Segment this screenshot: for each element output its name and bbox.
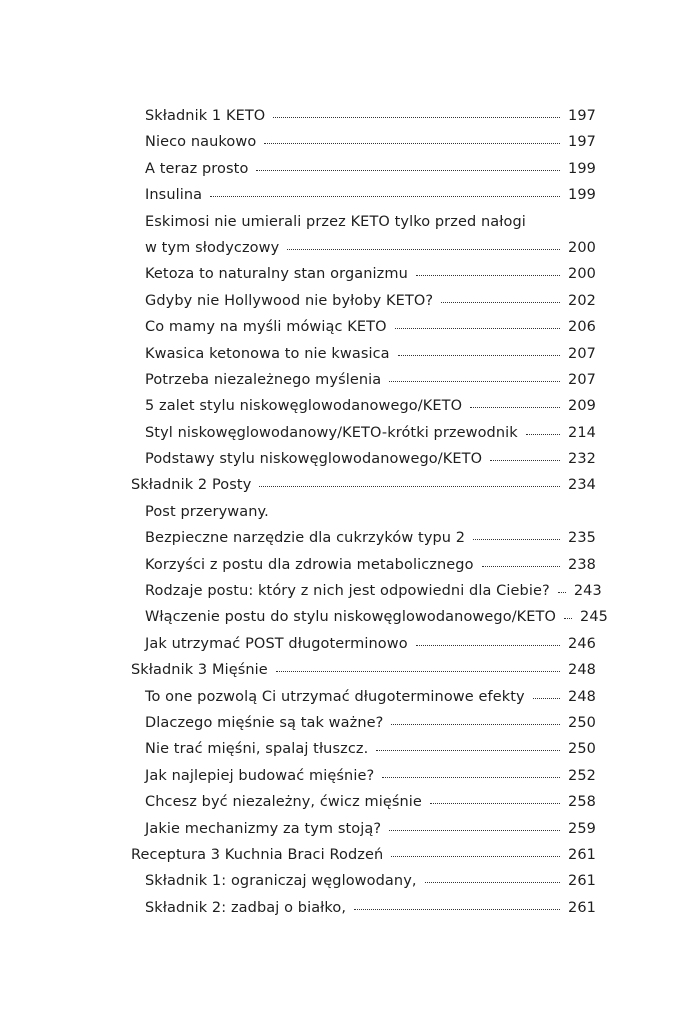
toc-page-number: 207 [568,371,596,388]
toc-entry[interactable] [131,816,596,842]
toc-entry[interactable] [131,499,596,552]
toc-entry[interactable] [131,684,596,710]
toc-entry[interactable] [131,604,609,630]
toc-entry-row [145,895,596,921]
toc-entry-title: Jak utrzymać POST długoterminowo [145,635,408,652]
toc-page-number: 261 [568,846,596,863]
toc-page-number: 245 [580,609,609,626]
toc-entry-row [145,129,596,155]
toc-entry[interactable] [131,789,596,815]
toc-entry-title: Chcesz być niezależny, ćwicz mięśnie [145,794,422,811]
toc-entry-title: Dlaczego mięśnie są tak ważne? [145,714,384,731]
toc-entry-row [131,842,596,868]
toc-entry-title: Jak najlepiej budować mięśnie? [145,767,375,784]
toc-entry[interactable] [131,209,596,262]
toc-page-number: 199 [568,187,596,204]
toc-entry-title-line: Post przerywany. [145,503,269,520]
dot-leader [416,645,560,646]
toc-entry[interactable] [131,261,596,287]
dot-leader [490,460,560,461]
toc-entry-row [145,631,596,657]
toc-entry-title: Bezpieczne narzędzie dla cukrzyków typu 2 [145,530,466,547]
toc-entry[interactable] [131,710,596,736]
toc-entry-row [145,578,602,604]
dot-leader [210,196,560,197]
toc-page-number: 252 [568,767,596,784]
toc-entry[interactable] [131,156,596,182]
dot-leader [376,750,560,751]
toc-entry-title: Potrzeba niezależnego myślenia [145,371,382,388]
toc-entry-title: Jakie mechanizmy za tym stoją? [145,820,382,837]
toc-entry-title: Gdyby nie Hollywood nie byłoby KETO? [145,292,434,309]
dot-leader [276,671,560,672]
toc-entry-row [145,103,596,129]
table-of-contents [131,103,609,921]
toc-entry-title: w tym słodyczowy [145,239,280,256]
toc-entry-title: 5 zalet stylu niskowęglowodanowego/KETO [145,398,463,415]
toc-page-number: 243 [573,583,602,600]
toc-page-number: 238 [568,556,596,573]
toc-entry-row [145,182,596,208]
toc-entry-row [145,684,596,710]
toc-entry[interactable] [131,393,596,419]
toc-entry-row [145,314,596,340]
toc-entry-row [145,552,596,578]
toc-entry-title: Składnik 2 Posty [131,477,252,494]
toc-page-number: 258 [568,794,596,811]
toc-entry-row [145,736,596,762]
dot-leader [354,909,560,910]
toc-entry-row [145,156,596,182]
dot-leader [425,882,560,883]
toc-page-number: 232 [568,451,596,468]
toc-entry-row [131,657,596,683]
dot-leader [558,592,566,593]
dot-leader [259,486,560,487]
toc-entry[interactable] [131,182,596,208]
toc-entry[interactable] [131,763,596,789]
toc-entry-title: Styl niskowęglowodanowy/KETO-krótki przewodnik [145,424,518,441]
toc-page-number: 261 [568,899,596,916]
toc-entry-title: Podstawy stylu niskowęglowodanowego/KETO [145,451,483,468]
toc-entry-title: Ketoza to naturalny stan organizmu [145,266,408,283]
toc-entry-title: Co mamy na myśli mówiąc KETO [145,319,387,336]
toc-entry[interactable] [131,446,596,472]
toc-page-number: 248 [568,688,596,705]
dot-leader [473,539,560,540]
toc-entry-title: Składnik 2: zadbaj o białko, [145,899,347,916]
toc-entry[interactable] [131,288,596,314]
toc-entry-title: A teraz prosto [145,160,249,177]
toc-entry-row [145,446,596,472]
toc-entry-title: Nie trać mięśni, spalaj tłuszcz. [145,741,369,758]
toc-entry-row [145,816,596,842]
dot-leader [430,803,560,804]
toc-entry-row [145,341,596,367]
toc-entry-row [145,763,596,789]
dot-leader [398,355,560,356]
toc-page-number: 202 [568,292,596,309]
toc-entry[interactable] [131,420,596,446]
toc-entry-row [145,235,596,261]
toc-entry-row [145,789,596,815]
toc-page-number: 206 [568,319,596,336]
toc-entry[interactable] [131,341,596,367]
toc-page-number: 199 [568,160,596,177]
toc-entry[interactable] [131,103,596,129]
dot-leader [526,434,560,435]
toc-entry-row [145,525,596,551]
dot-leader [256,170,560,171]
toc-entry-row [145,288,596,314]
toc-entry-title: Składnik 1: ograniczaj węglowodany, [145,873,417,890]
toc-entry[interactable] [131,895,596,921]
toc-entry[interactable] [131,552,596,578]
toc-entry-row [145,420,596,446]
toc-entry-title: Nieco naukowo [145,134,257,151]
toc-entry-row [145,261,596,287]
dot-leader [273,117,560,118]
toc-entry[interactable] [131,314,596,340]
dot-leader [389,830,560,831]
toc-entry-title: Insulina [145,187,203,204]
toc-entry[interactable] [131,736,596,762]
toc-entry-row [145,710,596,736]
toc-entry-title: Włączenie postu do stylu niskowęglowodanowego/KETO [145,609,557,626]
toc-entry-row [145,604,609,630]
toc-entry-row [131,472,596,498]
toc-page-number: 250 [568,714,596,731]
dot-leader [389,381,560,382]
toc-entry-title: Rodzaje postu: który z nich jest odpowiedni dla Ciebie? [145,583,550,600]
toc-page-number: 234 [568,477,596,494]
toc-page-number: 207 [568,345,596,362]
toc-entry-title: Składnik 1 KETO [145,108,266,124]
toc-page-number: 235 [568,530,596,547]
toc-entry-row [145,393,596,419]
toc-entry-row [145,367,596,393]
dot-leader [482,566,560,567]
dot-leader [391,856,560,857]
toc-page-number: 261 [568,873,596,890]
dot-leader [564,618,572,619]
toc-section-entry[interactable] [131,472,596,498]
toc-entry-title: Receptura 3 Kuchnia Braci Rodzeń [131,846,384,863]
toc-entry[interactable] [131,868,596,894]
toc-page-number: 197 [568,108,596,124]
dot-leader [264,143,560,144]
toc-page-number: 197 [568,134,596,151]
toc-page-number: 246 [568,635,596,652]
toc-entry-title-line: Eskimosi nie umierali przez KETO tylko przed nałogi [145,213,526,230]
dot-leader [533,698,560,699]
toc-page-number: 200 [568,266,596,283]
toc-entry-title: Korzyści z postu dla zdrowia metabolicznego [145,556,474,573]
dot-leader [441,302,560,303]
dot-leader [382,777,560,778]
dot-leader [287,249,560,250]
toc-page-number: 214 [568,424,596,441]
toc-section-entry[interactable] [131,657,596,683]
toc-page-number: 250 [568,741,596,758]
dot-leader [470,407,560,408]
dot-leader [416,275,560,276]
dot-leader [395,328,560,329]
toc-entry-title: Kwasica ketonowa to nie kwasica [145,345,390,362]
toc-entry-title: To one pozwolą Ci utrzymać długoterminowe efekty [145,688,525,705]
toc-section-entry[interactable] [131,842,596,868]
toc-page-number: 200 [568,239,596,256]
toc-entry-title: Składnik 3 Mięśnie [131,662,268,679]
toc-page-number: 209 [568,398,596,415]
toc-entry-row [145,868,596,894]
toc-entry[interactable] [131,129,596,155]
toc-page-number: 259 [568,820,596,837]
toc-entry[interactable] [131,631,596,657]
dot-leader [391,724,560,725]
toc-entry[interactable] [131,367,596,393]
toc-entry[interactable] [131,578,602,604]
toc-page-number: 248 [568,662,596,679]
